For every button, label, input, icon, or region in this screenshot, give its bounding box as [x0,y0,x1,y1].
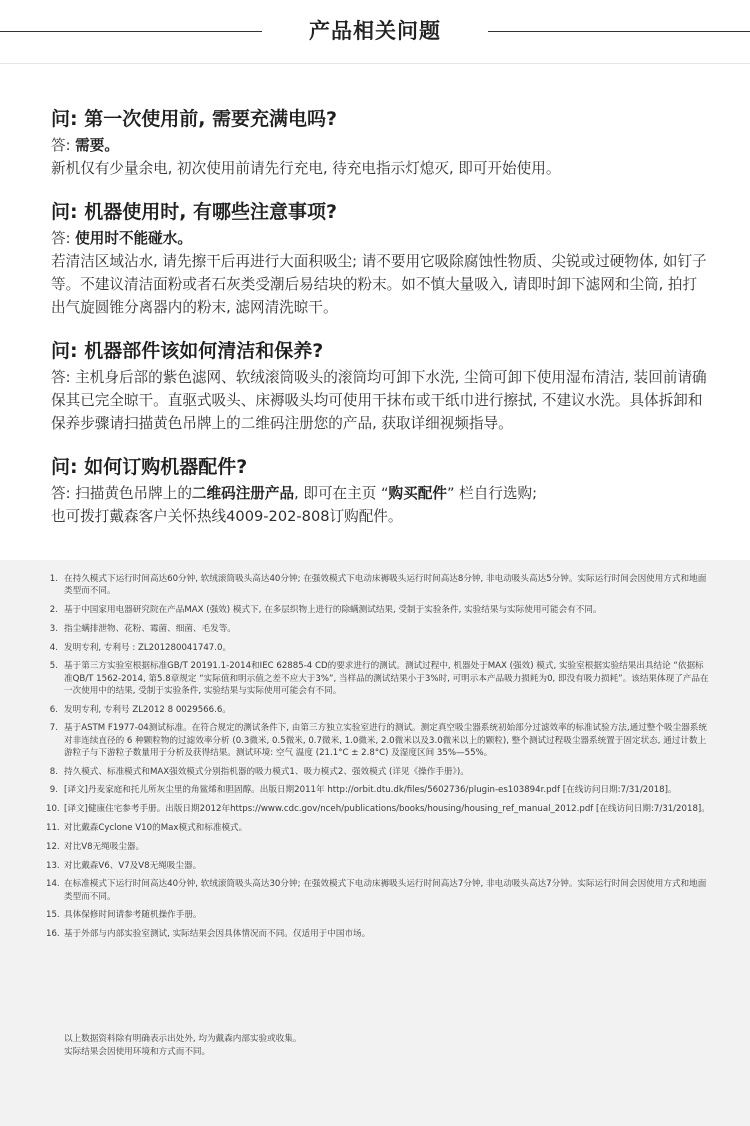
footnote-text: 基于外部与内部实验室测试, 实际结果会因具体情况而不同。仅适用于中国市场。 [64,929,371,940]
answer-emphasis: 二维码注册产品 [191,485,295,502]
faq-answer [51,134,711,180]
footnote-number: 7. [49,723,58,734]
faq-item [51,336,711,435]
faq-answer [51,366,711,435]
footnote-number: 14. [46,879,60,890]
header-divider [0,63,750,64]
faq-question: 问: 如何订购机器配件? [51,456,248,478]
footnote-item [46,909,710,921]
answer-part: , 即可在主页 “ [294,485,389,502]
answer-body: 若清洁区域沾水, 请先擦干后再进行大面积吸尘; 请不要用它吸除腐蚀性物质、尖锐或过硬物体, 如钉子等。不建议清洁面粉或者石灰类受潮后易结块的粉末。如不慎大量吸入, 请即时卸下滤网和尘筒, 拍打出气旋圆锥分离器内的粉末, 滤网清洗晾干。 [51,253,707,316]
footnote-item [46,878,710,902]
faq-list [51,104,711,545]
answer-lead: 使用时不能碰水。 [75,230,192,247]
footnote-number: 13. [46,860,60,871]
answer-prefix: 答: [51,485,76,502]
disclaimer-line: 实际结果会因使用环境和方式而不同。 [64,1047,211,1057]
page-title: 产品相关问题 [309,19,441,43]
footnote-number: 2. [49,605,58,615]
answer-body: 新机仅有少量余电, 初次使用前请先行充电, 待充电指示灯熄灭, 即可开始使用。 [51,160,561,177]
footnote-number: 6. [49,704,58,715]
faq-question: 问: 机器使用时, 有哪些注意事项? [51,201,338,223]
footnote-text: 具体保修时间请参考随机操作手册。 [64,910,202,921]
footnote-number: 15. [46,910,60,921]
footnote-item [46,766,710,778]
answer-prefix: 答: [51,230,76,247]
footnote-item [46,704,710,716]
footnote-item [46,860,710,872]
footnote-text: 对比戴森Cyclone V10的Max模式和标准模式。 [64,822,248,833]
footnote-text: 基于ASTM F1977-04测试标准。在符合规定的测试条件下, 由第三方独立实验室进行的测试。测定真空吸尘器系统初始部分过滤效率的标准试验方法,通过整个吸尘器系统对非连续直径的 6 种颗粒物的过滤效率分析 (0.3微米, 0.5微米, 0.7微米, 1.0微米, 2.0微米以及3.0微米以上的颗粒), 整个测试过程吸尘器系统置于固定状态, 通过计数上游粒子与下游粒子数量用于分析及获得结果。测试环境: 空气 温度 (21.1°C ± 2.8°C) 及湿度区间 35%—55%。 [64,723,707,758]
footnote-text: 发明专利, 专利号 ZL2012 8 0029566.6。 [64,704,231,715]
footnote-number: 8. [49,766,58,777]
footnote-text: 对比V8无绳吸尘器。 [64,841,145,852]
footnote-text: 持久模式、标准模式和MAX强效模式分别指机器的吸力模式1、吸力模式2、强效模式 (详见《操作手册》)。 [64,766,469,777]
footnote-number: 10. [46,804,60,815]
footnote-number: 16. [46,929,60,940]
footnote-text: 对比戴森V6、V7及V8无绳吸尘器。 [64,860,202,871]
footnote-text: [译文]健康住宅参考手册。出版日期2012年https://www.cdc.gov/nceh/publications/books/housing/housing_ref_manual_2012.pdf [在线访问日期:7/31/2018]。 [64,804,710,815]
footnote-item [46,784,710,796]
footnote-item [46,642,710,654]
footnote-number: 12. [46,841,60,852]
footnote-number: 3. [49,623,58,634]
answer-lead: 需要。 [75,137,119,154]
footnote-item [46,803,710,815]
footnotes-list [46,573,710,947]
answer-emphasis: 购买配件 [388,485,447,502]
footnote-number: 4. [49,642,58,653]
footnote-item [46,841,710,853]
answer-part: 扫描黄色吊牌上的 [75,485,192,502]
faq-answer [51,482,711,528]
disclaimer [64,1033,704,1059]
section-header [0,0,750,64]
answer-body: 也可拨打戴森客户关怀热线4009-202-808订购配件。 [51,508,403,525]
header-rule-left [0,31,262,32]
footnote-text: 在标准模式下运行时间高达40分钟, 软绒滚筒吸头高达30分钟; 在强效模式下电动床褥吸头运行时间高达7分钟, 非电动吸头高达7分钟。实际运行时间会因使用方式和地面类型而不同。 [64,879,707,902]
footnote-item [46,604,710,616]
footnote-text: 基于第三方实验室根据标准GB/T 20191.1-2014和IEC 62885-4 CD的要求进行的测试。测试过程中, 机器处于MAX (强效) 模式, 实验室根据实验结果出具结论 “依据标准QB/T 1562-2014, 第5.8章规定 “实际值和明示值之差不应大于3%”, 当样品的测试结果小于3%时, 可明示本产品吸力损耗为0, 即没有吸力损耗”。该结果体现了产品在一次使用中的结果, 受制于实验条件, 实验结果与实际使用可能会有不同。 [64,661,709,696]
faq-item [51,197,711,319]
footnote-item [46,660,710,697]
answer-prefix: 答: [51,137,76,154]
footnotes-panel [0,560,750,1126]
faq-item [51,104,711,180]
footnote-text: [译文]丹麦家庭和托儿所灰尘里的角鲨烯和胆固醇。出版日期2011年 http://orbit.dtu.dk/files/5602736/plugin-es103894r.pdf [在线访问日期:7/31/2018]。 [64,785,677,796]
footnote-number: 5. [49,661,58,672]
faq-question: 问: 第一次使用前, 需要充满电吗? [51,108,338,130]
footnote-text: 发明专利, 专利号 : ZL201280041747.0。 [64,642,232,653]
faq-question: 问: 机器部件该如何清洁和保养? [51,340,324,362]
disclaimer-line: 以上数据资料除有明确表示出处外, 均为戴森内部实验或收集。 [64,1034,302,1044]
footnote-text: 基于中国家用电器研究院在产品MAX (强效) 模式下, 在多层织物上进行的除螨测试结果, 受制于实验条件, 实验结果与实际使用可能会有不同。 [64,605,602,615]
footnote-item [46,573,710,597]
faq-answer [51,227,711,319]
footnote-item [46,822,710,834]
footnote-item [46,722,710,759]
answer-part: ” 栏自行选购; [446,485,538,502]
footnote-number: 11. [46,822,60,833]
footnote-item [46,623,710,635]
footnote-item [46,928,710,940]
answer-prefix: 答: [51,369,76,386]
faq-item [51,452,711,528]
footnote-text: 在持久模式下运行时间高达60分钟, 软绒滚筒吸头高达40分钟; 在强效模式下电动床褥吸头运行时间高达8分钟, 非电动吸头高达5分钟。实际运行时间会因使用方式和地面类型而不同。 [64,574,707,597]
footnote-number: 1. [49,574,58,584]
answer-body: 主机身后部的紫色滤网、软绒滚筒吸头的滚筒均可卸下水洗, 尘筒可卸下使用湿布清洁, 装回前请确保其已完全晾干。直驱式吸头、床褥吸头均可使用干抹布或干纸巾进行擦拭, 不建议水洗。具体拆卸和保养步骤请扫描黄色吊牌上的二维码注册您的产品, 获取详细视频指导。 [51,369,707,432]
footnote-number: 9. [49,785,58,796]
footnote-text: 指尘螨排泄物、花粉、霉菌、细菌、毛发等。 [64,623,236,634]
header-rule-right [488,31,750,32]
